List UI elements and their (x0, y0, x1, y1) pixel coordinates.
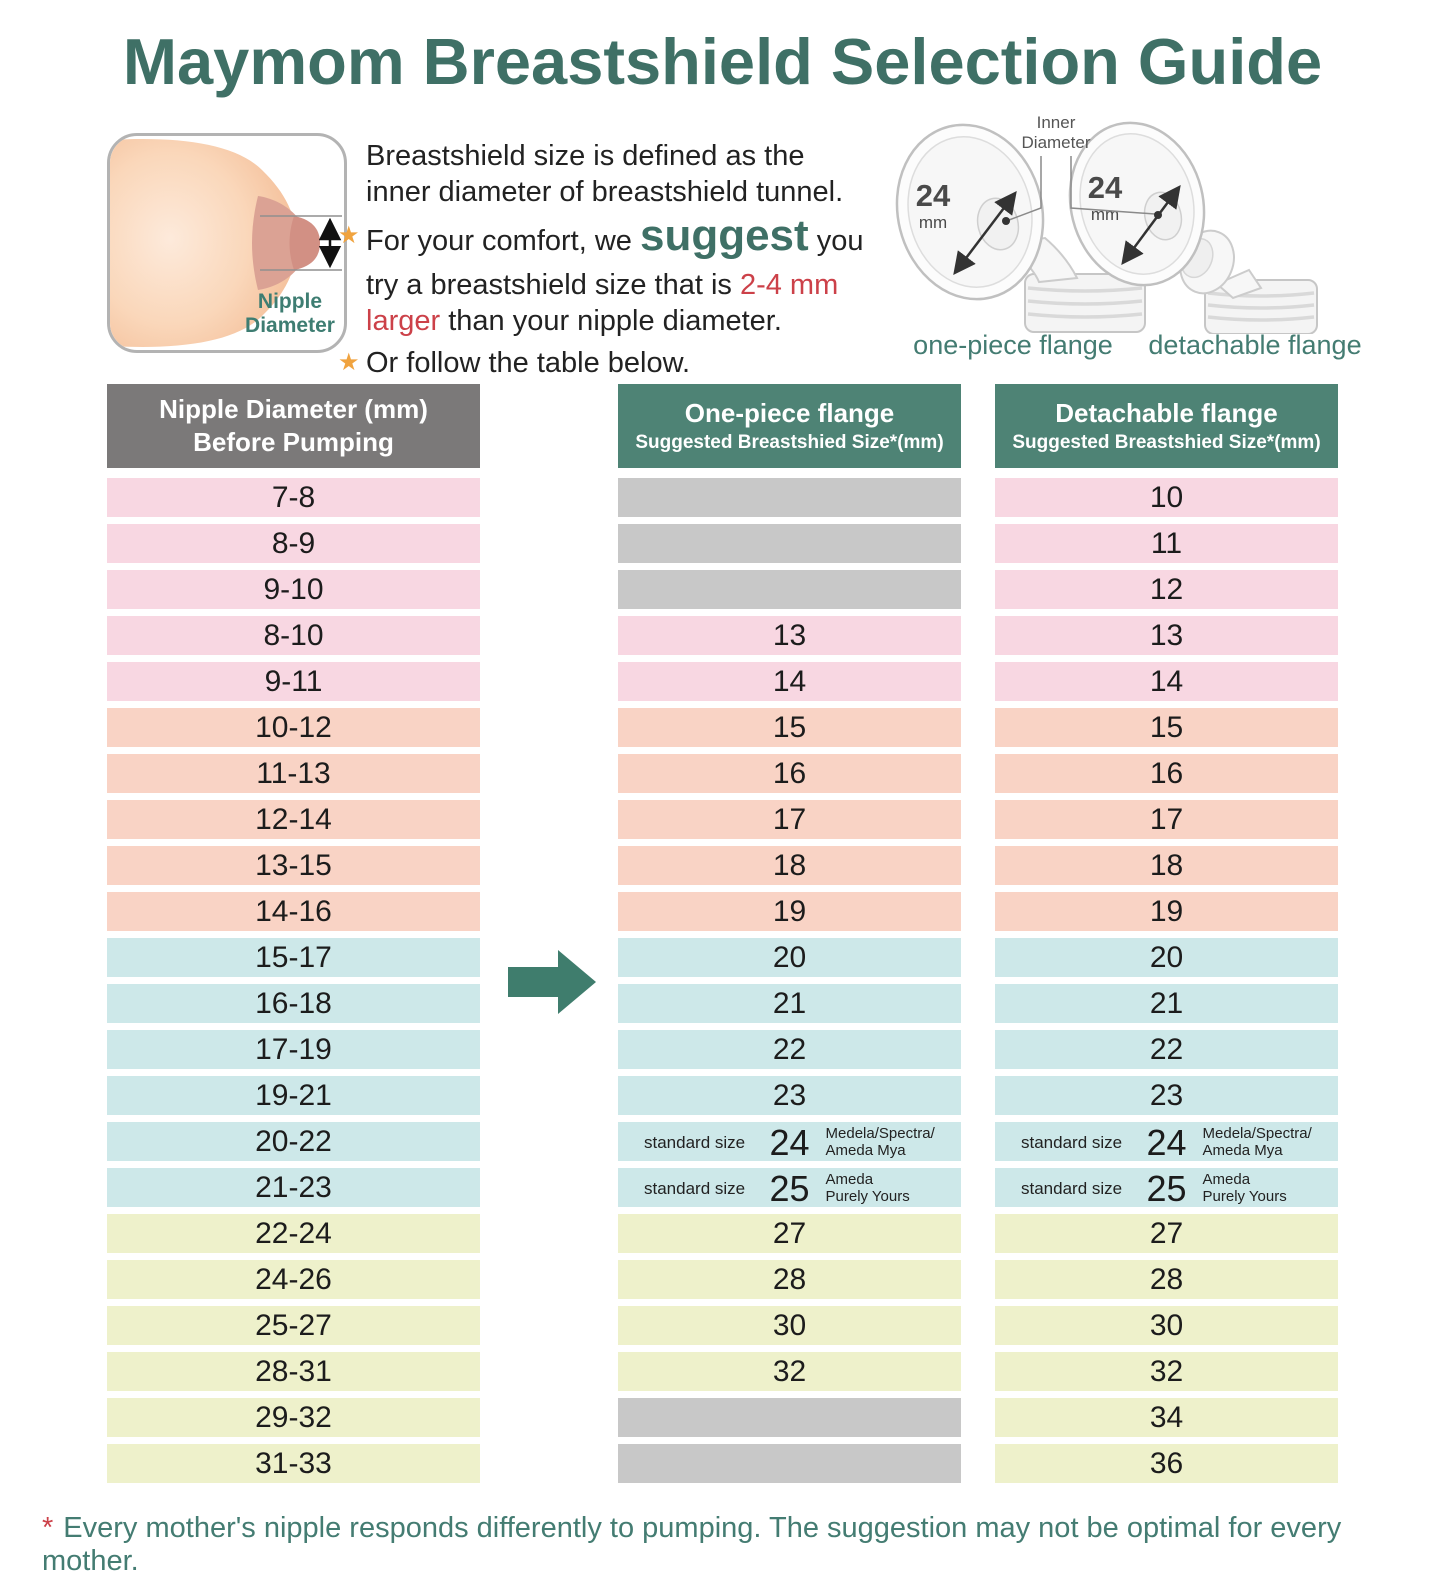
size-cell: 30 (618, 1306, 961, 1345)
nipple-range-cell: 20-22 (107, 1122, 480, 1161)
standard-size-cell (995, 1122, 1338, 1161)
flange-size-unit: mm (918, 213, 948, 232)
footnote (42, 1512, 1422, 1578)
nipple-range-cell: 13-15 (107, 846, 480, 885)
one-piece-caption: one-piece flange (913, 330, 1113, 360)
empty-cell (618, 1444, 961, 1483)
size-cell: 32 (618, 1352, 961, 1391)
size-cell: 22 (995, 1030, 1338, 1069)
standard-size-cell (618, 1168, 961, 1207)
table-rows-one-piece (618, 478, 961, 1490)
nipple-range-cell: 14-16 (107, 892, 480, 931)
nipple-range-cell: 8-9 (107, 524, 480, 563)
size-cell: 23 (995, 1076, 1338, 1115)
nipple-range-cell: 9-11 (107, 662, 480, 701)
table-rows-nipple (107, 478, 480, 1490)
detachable-caption: detachable flange (1148, 330, 1362, 360)
table-rows-detachable (995, 478, 1338, 1490)
size-cell: 28 (995, 1260, 1338, 1299)
intro-line-1: Breastshield size is defined as the (366, 140, 805, 172)
brand-label: Ameda Purely Yours (1202, 1171, 1287, 1205)
intro-line-4: try a breastshield size that is 2-4 mm (366, 269, 839, 301)
empty-cell (618, 1398, 961, 1437)
nipple-range-cell: 17-19 (107, 1030, 480, 1069)
svg-text:Inner: Inner (1036, 113, 1076, 132)
suggest-highlight: suggest (639, 211, 809, 260)
size-value: 24 (769, 1122, 810, 1163)
standard-size-note: standard size (644, 1133, 746, 1152)
nipple-range-cell: 21-23 (107, 1168, 480, 1207)
nipple-range-cell: 28-31 (107, 1352, 480, 1391)
standard-size-cell (995, 1168, 1338, 1207)
size-cell: 21 (618, 984, 961, 1023)
size-cell: 13 (618, 616, 961, 655)
column-header-one-piece: One-piece flange Suggested Breastshied Size*(mm) (618, 384, 961, 468)
flange-size-label: 24 (915, 178, 951, 213)
brand-label: Medela/Spectra/ Ameda Mya (1202, 1125, 1312, 1159)
intro-bullet-1: ★ For your comfort, we suggest you (338, 211, 864, 260)
column-header-detachable: Detachable flange Suggested Breastshied Size*(mm) (995, 384, 1338, 468)
nipple-range-cell: 24-26 (107, 1260, 480, 1299)
nipple-range-cell: 19-21 (107, 1076, 480, 1115)
footnote-text: Every mother's nipple responds differently to pumping. The suggestion may not be optimal for every mother. (42, 1512, 1342, 1577)
size-cell: 14 (618, 662, 961, 701)
standard-size-cell (618, 1122, 961, 1161)
size-value: 25 (769, 1168, 810, 1209)
brand-label: Ameda Purely Yours (825, 1171, 910, 1205)
size-cell: 13 (995, 616, 1338, 655)
nipple-range-cell: 7-8 (107, 478, 480, 517)
size-cell: 27 (995, 1214, 1338, 1253)
size-cell: 19 (995, 892, 1338, 931)
flange-svg (865, 112, 1445, 334)
breast-illustration (110, 136, 344, 350)
size-cell: 30 (995, 1306, 1338, 1345)
size-cell: 20 (995, 938, 1338, 977)
nipple-range-cell: 10-12 (107, 708, 480, 747)
size-value: 25 (1146, 1168, 1187, 1209)
nipple-range-cell: 11-13 (107, 754, 480, 793)
size-cell: 11 (995, 524, 1338, 563)
nipple-range-cell: 8-10 (107, 616, 480, 655)
size-cell: 15 (618, 708, 961, 747)
standard-size-note: standard size (644, 1179, 746, 1198)
size-cell: 10 (995, 478, 1338, 517)
flange-illustration (865, 112, 1445, 334)
intro-line-2: inner diameter of breastshield tunnel. (366, 176, 844, 208)
page-title: Maymom Breastshield Selection Guide (122, 25, 1323, 98)
nipple-range-cell: 12-14 (107, 800, 480, 839)
size-cell: 34 (995, 1398, 1338, 1437)
size-cell: 17 (618, 800, 961, 839)
size-cell: 16 (618, 754, 961, 793)
bullet-star-icon: ★ (338, 222, 360, 249)
size-cell: 21 (995, 984, 1338, 1023)
intro-bullet-2: ★ Or follow the table below. (338, 347, 691, 379)
nipple-range-cell: 31-33 (107, 1444, 480, 1483)
nipple-shape (290, 216, 321, 270)
bullet-star-icon: ★ (338, 349, 360, 376)
size-cell: 32 (995, 1352, 1338, 1391)
intro-line-5: larger than your nipple diameter. (366, 305, 782, 337)
nipple-diameter-label-line1: Nipple (257, 290, 323, 313)
size-cell: 28 (618, 1260, 961, 1299)
standard-size-note: standard size (1021, 1133, 1123, 1152)
footnote-asterisk: * (42, 1512, 54, 1544)
nipple-range-cell: 29-32 (107, 1398, 480, 1437)
nipple-range-cell: 25-27 (107, 1306, 480, 1345)
size-cell: 16 (995, 754, 1338, 793)
red-highlight: 2-4 mm (739, 269, 839, 301)
flange-size-label: 24 (1087, 170, 1123, 205)
nipple-range-cell: 15-17 (107, 938, 480, 977)
empty-cell (618, 478, 961, 517)
nipple-diameter-diagram (107, 133, 347, 353)
size-cell: 22 (618, 1030, 961, 1069)
size-cell: 15 (995, 708, 1338, 747)
red-highlight: larger (366, 305, 441, 337)
size-cell: 23 (618, 1076, 961, 1115)
nipple-diameter-label-line2: Diameter (245, 314, 335, 337)
size-cell: 17 (995, 800, 1338, 839)
size-cell: 27 (618, 1214, 961, 1253)
size-cell: 18 (618, 846, 961, 885)
nipple-range-cell: 22-24 (107, 1214, 480, 1253)
size-cell: 36 (995, 1444, 1338, 1483)
brand-label: Medela/Spectra/ Ameda Mya (825, 1125, 935, 1159)
intro-text (338, 138, 896, 381)
nipple-range-cell: 16-18 (107, 984, 480, 1023)
size-cell: 18 (995, 846, 1338, 885)
size-cell: 20 (618, 938, 961, 977)
svg-text:Diameter: Diameter (1021, 133, 1091, 152)
empty-cell (618, 524, 961, 563)
standard-size-note: standard size (1021, 1179, 1123, 1198)
selection-arrow-icon (508, 950, 596, 1014)
size-value: 24 (1146, 1122, 1187, 1163)
size-cell: 12 (995, 570, 1338, 609)
empty-cell (618, 570, 961, 609)
column-header-nipple-diameter: Nipple Diameter (mm) Before Pumping (107, 384, 480, 468)
size-cell: 19 (618, 892, 961, 931)
nipple-range-cell: 9-10 (107, 570, 480, 609)
flange-size-unit: mm (1090, 205, 1120, 224)
size-cell: 14 (995, 662, 1338, 701)
